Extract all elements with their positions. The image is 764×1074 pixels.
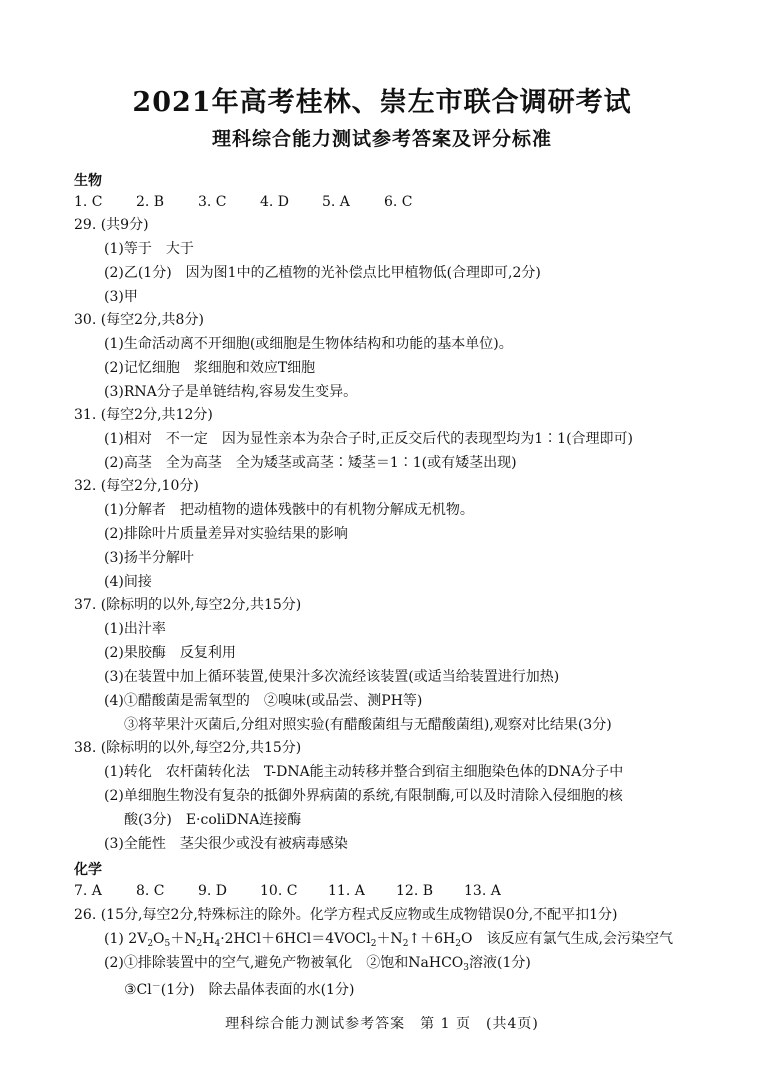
q32-heading: 32. (每空2分,10分) [74,478,199,494]
q37-heading: 37. (除标明的以外,每空2分,共15分) [74,597,302,613]
mc-answer: 6. C [384,194,413,210]
q29-answer-2: (2)乙(1分) 因为图1中的乙植物的光补偿点比甲植物低(合理即可,2分) [104,265,541,281]
q29-answer-3: (3)甲 [104,289,138,305]
page-title: 2021年高考桂林、崇左市联合调研考试 [132,87,632,118]
page-subtitle: 理科综合能力测试参考答案及评分标准 [211,128,552,150]
q38-answer-2: (2)单细胞生物没有复杂的抵御外界病菌的系统,有限制酶,可以及时清除入侵细胞的核 [104,788,623,804]
biology-mc-answers [74,193,446,211]
section-chemistry: 化学 [74,862,102,878]
mc-answer: 12. B [396,883,434,899]
q37-answer-5: ③将苹果汁灭菌后,分组对照实验(有醋酸菌组与无醋酸菌组),观察对比结果(3分) [124,717,612,733]
mc-answer: 10. C [260,883,298,899]
q38-answer-2-cont: 酸(3分) E·coliDNA连接酶 [124,812,302,828]
mc-answer: 11. A [328,883,365,899]
q37-answer-3: (3)在装置中加上循环装置,使果汁多次流经该装置(或适当给装置进行加热) [104,669,560,685]
mc-answer: 5. A [322,194,350,210]
q32-answer-2: (2)排除叶片质量差异对实验结果的影响 [104,526,348,542]
q31-answer-2: (2)高茎 全为高茎 全为矮茎或高茎∶矮茎＝1∶1(或有矮茎出现) [104,455,517,471]
q31-heading: 31. (每空2分,共12分) [74,407,213,423]
section-biology: 生物 [74,173,102,189]
mc-answer: 7. A [74,883,102,899]
q32-answer-4: (4)间接 [104,574,152,590]
q26-answer-3: ③Cl－(1分) 除去晶体表面的水(1分) [124,982,355,998]
q37-answer-2: (2)果胶酶 反复利用 [104,645,236,661]
chemistry-mc-answers [74,882,532,900]
q29-answer-1: (1)等于 大于 [104,241,194,257]
q26-answer-1: (1) $2V_2O_5+N_2H_4\cdot 2HCl+6HCl=4VOCl_2+N_2↑+6H_2O$ 该反应有氯气生成,会污染空气 [104,931,673,949]
mc-answer: 8. C [136,883,165,899]
page-footer: 理科综合能力测试参考答案 第 1 页 (共4页) [225,1016,539,1032]
mc-answer: 4. D [260,194,290,210]
q30-heading: 30. (每空2分,共8分) [74,312,204,328]
q32-answer-3: (3)扬半分解叶 [104,550,194,566]
q37-answer-1: (1)出汁率 [104,621,166,637]
q26-answer-2: (2)①排除装置中的空气,避免产物被氧化 ②饱和NaHCO$_3$溶液(1分) [104,955,531,973]
q37-answer-4: (4)①醋酸菌是需氧型的 ②嗅味(或品尝、测PH等) [104,693,423,709]
mc-answer: 1. C [74,194,103,210]
q26-heading: 26. (15分,每空2分,特殊标注的除外。化学方程式反应物或生成物错误0分,不配平扣1分) [74,907,618,923]
q30-answer-2: (2)记忆细胞 浆细胞和效应T细胞 [104,360,316,376]
mc-answer: 3. C [198,194,227,210]
q38-answer-1: (1)转化 农杆菌转化法 T-DNA能主动转移并整合到宿主细胞染色体的DNA分子中 [104,764,624,780]
q31-answer-1: (1)相对 不一定 因为显性亲本为杂合子时,正反交后代的表现型均为1∶1(合理即可) [104,431,634,447]
q32-answer-1: (1)分解者 把动植物的遗体残骸中的有机物分解成无机物。 [104,502,474,518]
q38-heading: 38. (除标明的以外,每空2分,共15分) [74,740,302,756]
q29-heading: 29. (共9分) [74,217,149,233]
q30-answer-3: (3)RNA分子是单链结构,容易发生变异。 [104,384,358,400]
mc-answer: 2. B [136,194,165,210]
q38-answer-3: (3)全能性 茎尖很少或没有被病毒感染 [104,836,348,852]
mc-answer: 13. A [464,883,501,899]
q30-answer-1: (1)生命活动离不开细胞(或细胞是生物体结构和功能的基本单位)。 [104,336,513,352]
mc-answer: 9. D [198,883,228,899]
